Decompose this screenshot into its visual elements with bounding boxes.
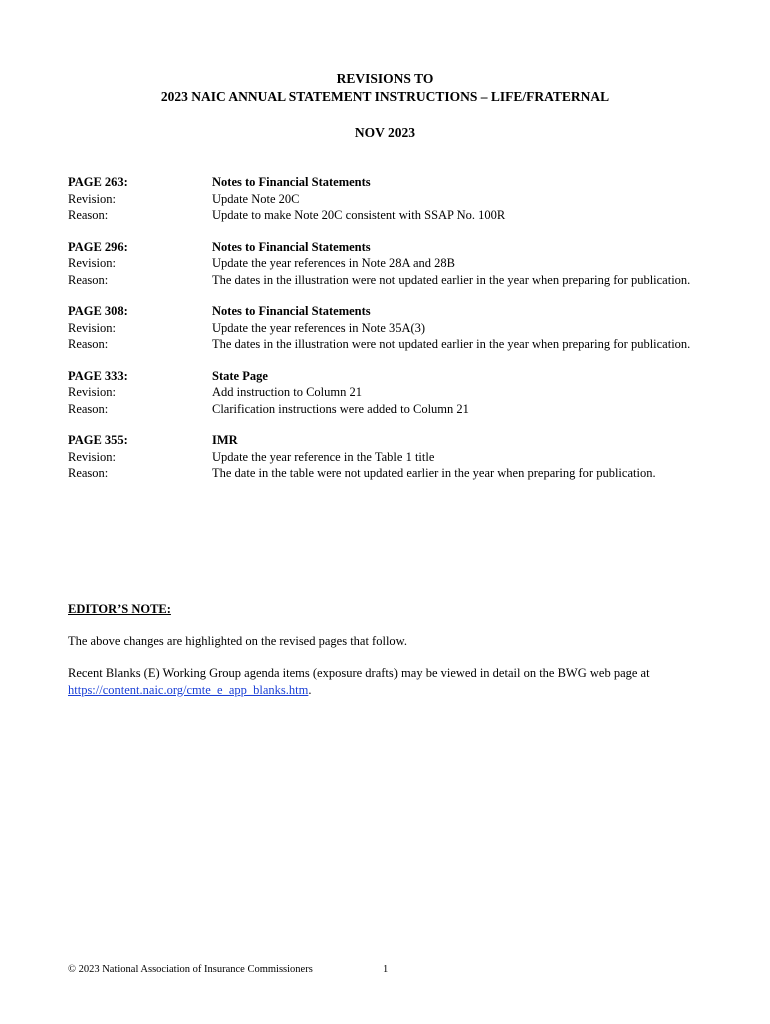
editors-note-paragraph: The above changes are highlighted on the revised pages that follow.: [68, 633, 408, 648]
revision-text: Update Note 20C: [212, 191, 300, 206]
revision-text: Update the year references in Note 35A(3): [212, 320, 426, 335]
revision-topic: IMR: [212, 433, 238, 447]
page-reference: PAGE 355:: [68, 433, 128, 447]
editors-note-text: Recent Blanks (E) Working Group agenda items (exposure drafts) may be viewed in detail on the BWG web page at: [68, 666, 650, 680]
page-number: 1: [383, 964, 389, 975]
revision-entry: [68, 432, 702, 482]
revision-label: Revision:: [68, 385, 116, 399]
copyright-notice: © 2023 National Association of Insurance Commissioners: [68, 964, 313, 975]
editors-note-paragraph: [68, 665, 702, 698]
document-date: NOV 2023: [354, 125, 416, 140]
revision-topic: Notes to Financial Statements: [212, 239, 371, 254]
reason-label: Reason:: [68, 208, 109, 222]
revision-topic: State Page: [212, 368, 268, 383]
editors-note-heading: EDITOR’S NOTE:: [68, 602, 171, 616]
revision-text: Update the year references in Note 28A and 28B: [212, 256, 455, 270]
document-title: [0, 70, 770, 106]
revision-label: Revision:: [68, 191, 116, 206]
revision-entry: [68, 368, 702, 418]
reason-label: Reason:: [68, 466, 109, 480]
editors-note-text-end: .: [308, 682, 312, 697]
bwg-web-page-link[interactable]: https://content.naic.org/cmte_e_app_blanks.htm: [68, 682, 309, 697]
reason-text: The date in the table were not updated earlier in the year when preparing for publication.: [212, 466, 656, 480]
revision-topic: Notes to Financial Statements: [212, 175, 371, 189]
revision-label: Revision:: [68, 256, 116, 270]
reason-label: Reason:: [68, 337, 109, 351]
revision-entry: [68, 303, 702, 353]
reason-text: Update to make Note 20C consistent with SSAP No. 100R: [212, 208, 506, 222]
revision-entry: [68, 174, 702, 224]
title-line-1: REVISIONS TO: [336, 71, 434, 86]
revision-label: Revision:: [68, 320, 116, 335]
page-reference: PAGE 308:: [68, 304, 128, 318]
title-line-2: 2023 NAIC ANNUAL STATEMENT INSTRUCTIONS – LIFE/FRATERNAL: [160, 89, 610, 104]
page-reference: PAGE 263:: [68, 175, 128, 189]
revisions-list: [68, 174, 702, 497]
page-reference: PAGE 333:: [68, 368, 128, 383]
editors-note: [68, 601, 702, 714]
revision-text: Add instruction to Column 21: [212, 385, 362, 399]
revision-entry: [68, 239, 702, 289]
reason-text: The dates in the illustration were not updated earlier in the year when preparing for publication.: [212, 272, 691, 287]
reason-text: Clarification instructions were added to Column 21: [212, 401, 469, 416]
page-reference: PAGE 296:: [68, 239, 128, 254]
reason-label: Reason:: [68, 272, 109, 287]
reason-label: Reason:: [68, 401, 109, 416]
revision-text: Update the year reference in the Table 1 title: [212, 449, 435, 464]
revision-topic: Notes to Financial Statements: [212, 304, 371, 318]
revision-label: Revision:: [68, 449, 116, 464]
reason-text: The dates in the illustration were not updated earlier in the year when preparing for publication.: [212, 337, 691, 351]
